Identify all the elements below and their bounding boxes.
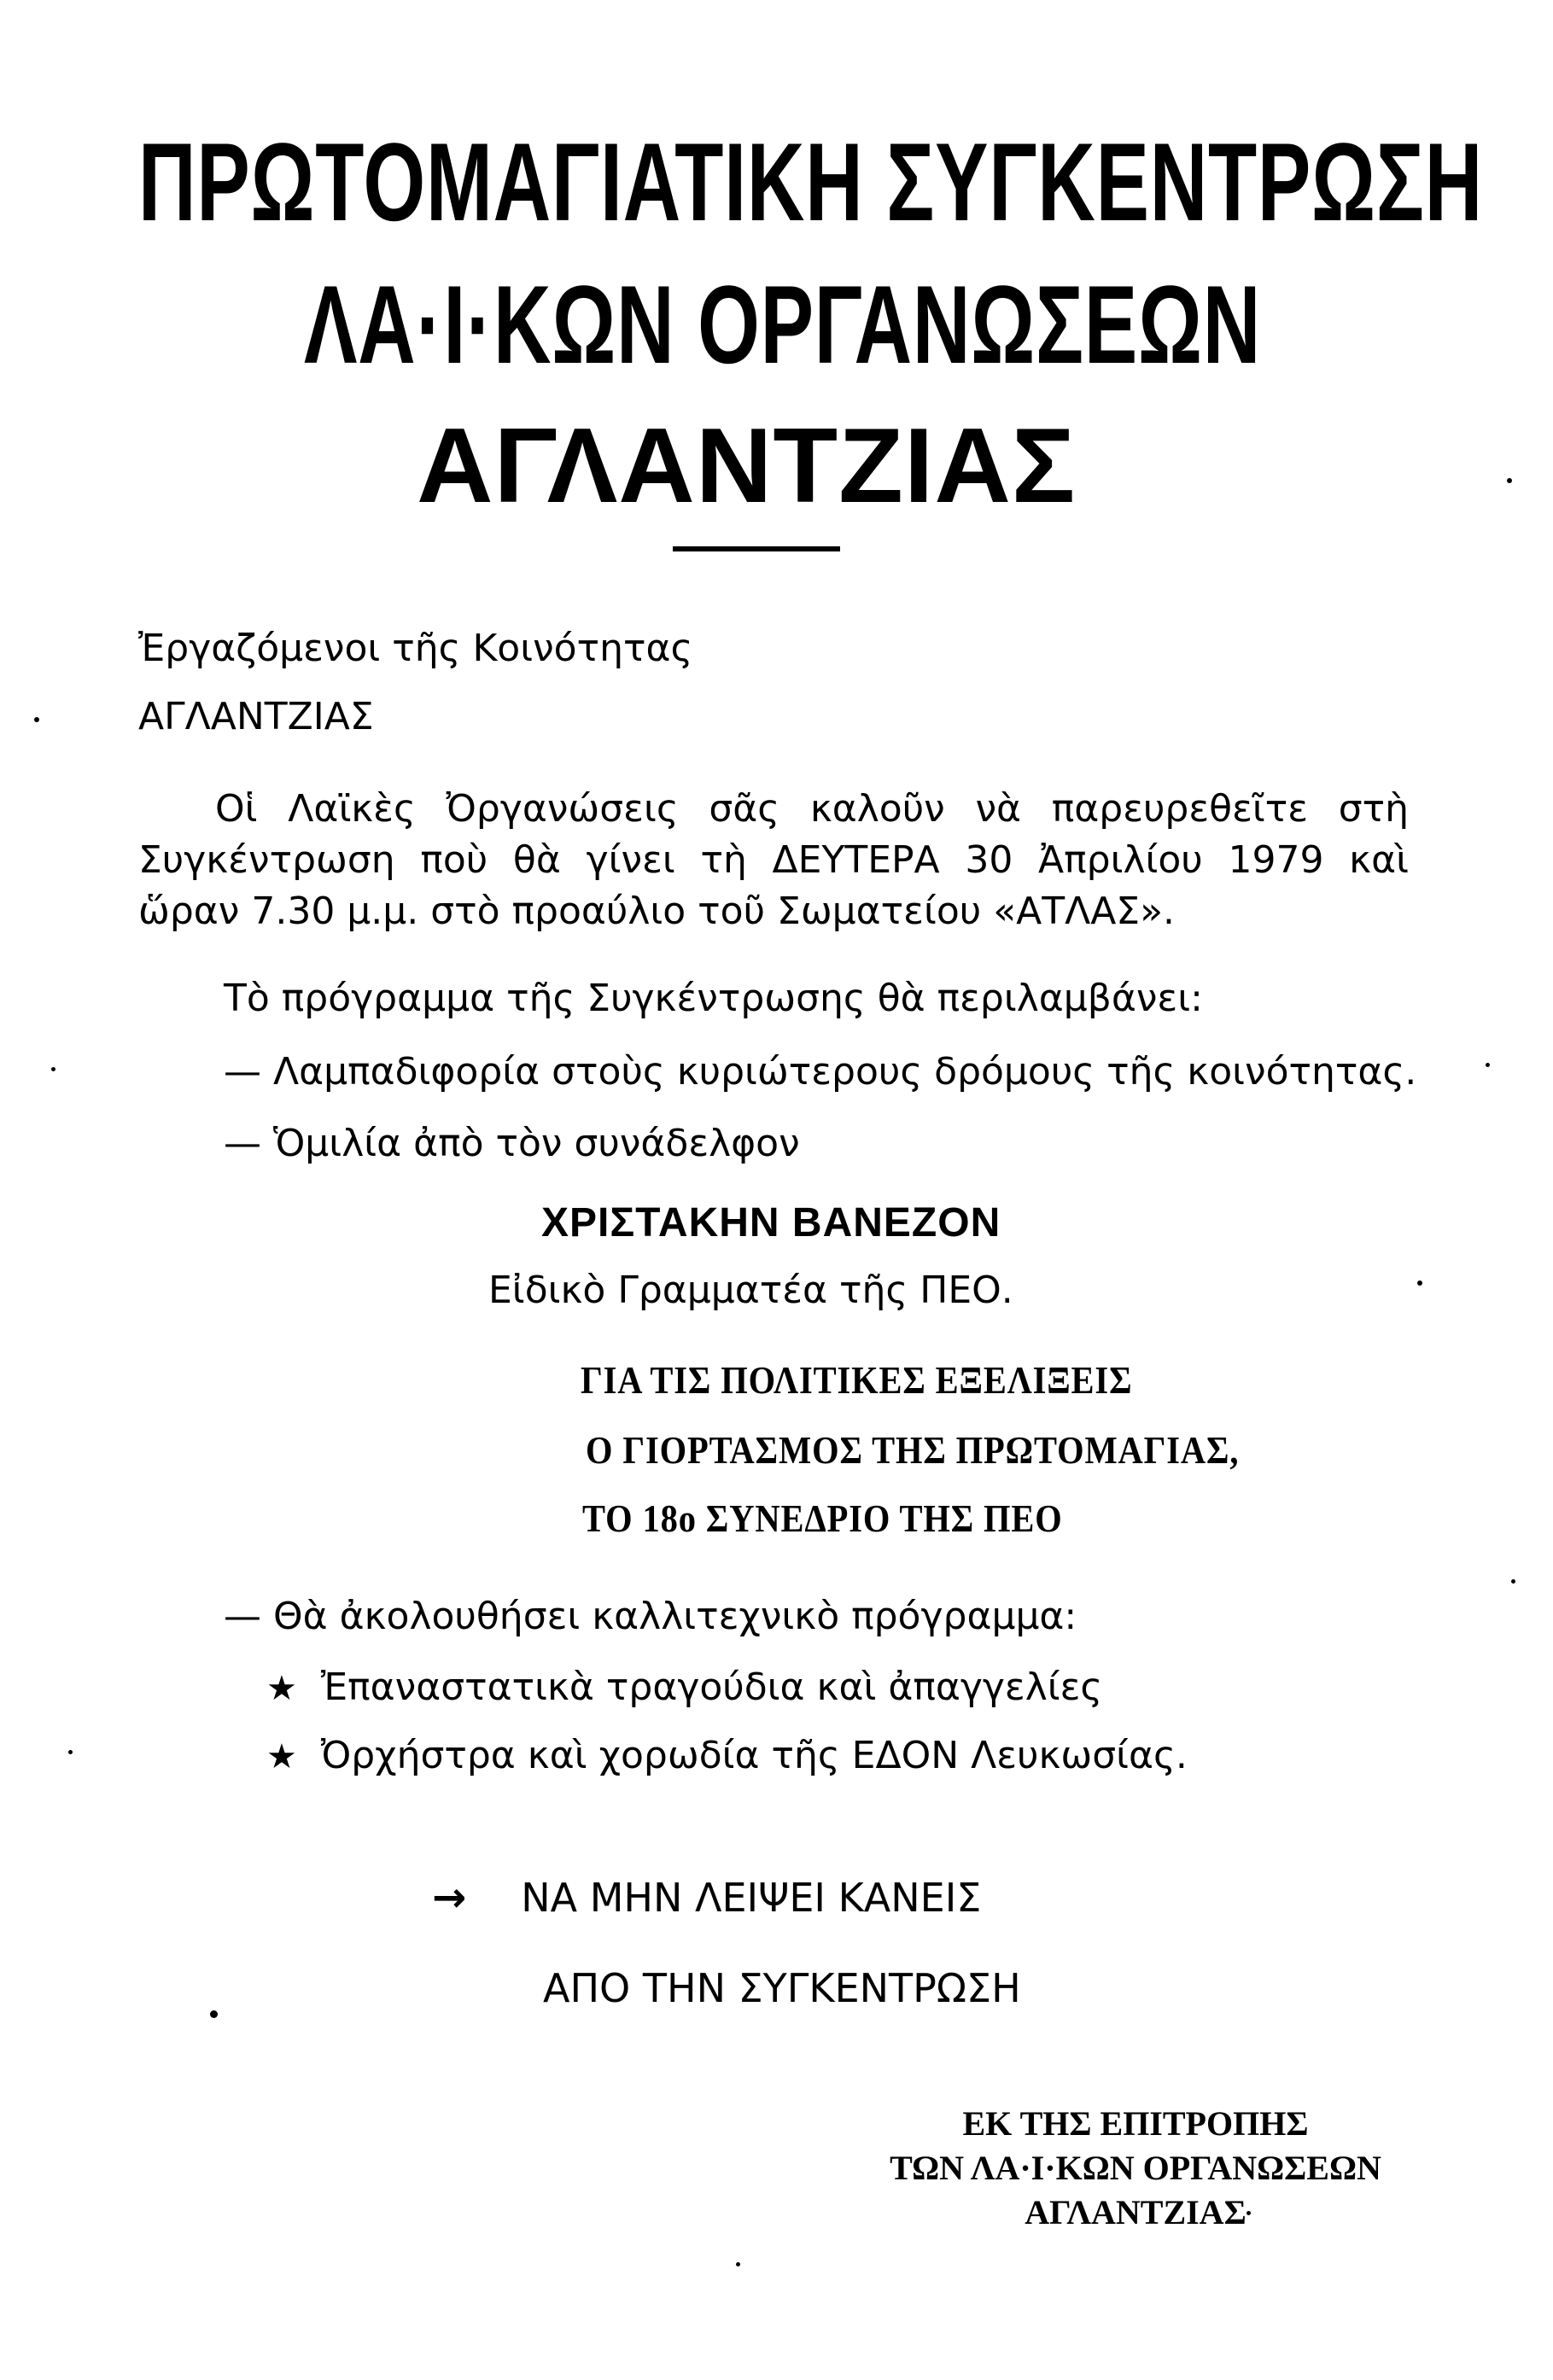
star-icon: ★: [266, 1669, 297, 1708]
artistic-item-songs: [266, 1665, 1103, 1709]
speaker-name: ΧΡΙΣΤΑΚΗΝ ΒΑΝΕΖΟΝ: [541, 1200, 1001, 1245]
speech-topic-3: ΤΟ 18ο ΣΥΝΕΔΡΙΟ ΤΗΣ ΠΕΟ: [582, 1496, 1063, 1540]
speaker-role: Εἰδικὸ Γραμματέα τῆς ΠΕΟ.: [488, 1269, 1013, 1312]
artistic-item-songs-label: Ἐπαναστατικὰ τραγούδια καὶ ἀπαγγελίες: [320, 1665, 1103, 1709]
signature-line-2: ΤΩΝ ΛΑ·Ι·ΚΩΝ ΟΡΓΑΝΩΣΕΩΝ: [890, 2149, 1381, 2187]
title-line-2: ΛΑ·Ι·ΚΩΝ ΟΡΓΑΝΩΣΕΩΝ: [304, 262, 1262, 387]
speech-topic-2: Ο ΓΙΟΡΤΑΣΜΟΣ ΤΗΣ ΠΡΩΤΟΜΑΓΙΑΣ,: [586, 1428, 1240, 1472]
invitation-line-3: ὥραν 7.30 μ.μ. στὸ προαύλιο τοῦ Σωματείου «ΑΤΛΑΣ».: [138, 890, 1175, 933]
scan-speck: [1511, 1579, 1515, 1584]
salutation-line-2: ΑΓΛΑΝΤΖΙΑΣ: [138, 695, 374, 738]
scan-speck: [68, 1750, 73, 1754]
salutation-line-1: Ἐργαζόμενοι τῆς Κοινότητας: [138, 627, 693, 670]
scan-speck: [1417, 1280, 1422, 1286]
star-icon: ★: [266, 1737, 297, 1776]
scan-speck: [736, 2262, 740, 2266]
signature-line-1: ΕΚ ΤΗΣ ΕΠΙΤΡΟΠΗΣ: [962, 2104, 1309, 2143]
closing-line-1-text: ΝΑ ΜΗΝ ΛΕΙΨΕΙ ΚΑΝΕΙΣ: [521, 1875, 982, 1921]
program-item-speech: — Ὁμιλία ἀπὸ τὸν συνάδελφον: [224, 1122, 800, 1165]
artistic-item-orchestra-label: Ὀρχήστρα καὶ χορωδία τῆς ΕΔΟΝ Λευκωσίας.: [320, 1734, 1188, 1777]
scan-speck: [51, 1067, 55, 1071]
title-line-1: ΠΡΩΤΟΜΑΓΙΑΤΙΚΗ ΣΥΓΚΕΝΤΡΩΣΗ: [138, 120, 1484, 244]
artistic-item-orchestra: [266, 1734, 1188, 1777]
scan-speck: [34, 717, 39, 722]
title-line-3: ΑΓΛΑΝΤΖΙΑΣ: [417, 407, 1077, 525]
scan-speck: [1486, 1063, 1490, 1067]
invitation-line-1: Οἱ Λαϊκὲς Ὀργανώσεις σᾶς καλοῦν νὰ παρευρεθεῖτε στὴ: [215, 787, 1409, 831]
invitation-line-2: Συγκέντρωση ποὺ θὰ γίνει τὴ ΔΕΥΤΕΡΑ 30 Ἀπριλίου 1979 καὶ: [138, 838, 1409, 882]
program-intro: Τὸ πρόγραμμα τῆς Συγκέντρωσης θὰ περιλαμβάνει:: [224, 977, 1203, 1020]
artistic-program-intro: — Θὰ ἀκολουθήσει καλλιτεχνικὸ πρόγραμμα:: [224, 1595, 1077, 1638]
signature-line-3: ΑΓΛΑΝΤΖΙΑΣ: [1025, 2193, 1246, 2231]
speech-topic-1: ΓΙΑ ΤΙΣ ΠΟΛΙΤΙΚΕΣ ΕΞΕΛΙΞΕΙΣ: [581, 1358, 1133, 1402]
title-underline: [673, 546, 840, 551]
closing-line-1: [432, 1874, 981, 1922]
program-item-torch-march: — Λαμπαδιφορία στοὺς κυριώτερους δρόμους τῆς κοινότητας.: [224, 1050, 1417, 1094]
scan-speck: [210, 2010, 218, 2018]
invitation-paragraph: [138, 784, 1409, 937]
scan-speck: [1246, 2211, 1251, 2215]
arrow-right-icon: →: [432, 1874, 467, 1922]
closing-line-2: ΑΠΟ ΤΗΝ ΣΥΓΚΕΝΤΡΩΣΗ: [543, 1965, 1021, 2011]
scan-speck: [1507, 478, 1512, 483]
